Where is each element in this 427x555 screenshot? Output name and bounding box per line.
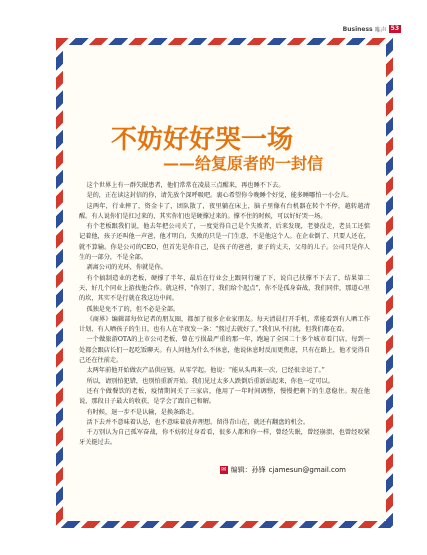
letter-paper: [63, 45, 386, 521]
article-body: [79, 181, 370, 449]
editor-credit: [220, 465, 346, 475]
paragraph: 有个老板跟我们说，他去年把公司关了，一度觉得自己是个失败者，后来发现，老婆没走，老员工还惦记着他，孩子还叫他一声爸，他才明白，失败的只是一门生意，不是他这个人。在企业倒了、只要人还在，就不算输。你是公司的CEO，但首先是你自己，是孩子的爸爸，妻子的丈夫，父母的儿子。公司只是你人生的一部分，不是全部。: [79, 223, 370, 262]
editor-email[interactable]: cjamesun@gmail.com: [268, 466, 346, 474]
paragraph: 孤独是免不了的，但不必是全部。: [86, 305, 180, 313]
paragraph: 是的，正在读这封信的你，请先放个深呼吸吧。裹心希望你今晚睡个好觉，能多睡哪怕一小会儿。: [86, 192, 353, 200]
article-title: 不妨好好哭一场: [111, 125, 294, 155]
paragraph: 活下去并不意味着认怂，也不意味着放弃理想。留得青山在，就还有翻盘的机会。: [86, 418, 310, 426]
article-subtitle: ——给复原者的一封信: [163, 154, 324, 173]
paragraph: 一个做旅游OTA的上市公司老板，曾在亏损最严重的那一年，跑遍了全国二十多个城市看门店，每到一处都会跟店长们一起吃饭聊天。有人问他为什么不休息，他说休息时反而更焦虑，只有在路上，他才觉得自己还在往前走。: [79, 336, 370, 365]
paragraph: 这两年，行业摔了，资金卡了，团队散了，夜里躺在床上，脑子里像有台机器在转个不停，越转越清醒。有人说你们是扛过来的，其实你们也是硬撑过来的。撑不住的时候，可以好好哭一场。: [79, 202, 370, 220]
section-name: 唯声: [374, 26, 387, 34]
paragraph: 千万别认为自己孤军奋战，你不妨转过身看看，很多人都和你一样，曾经失眠，曾经崩溃，也曾经咬紧牙关挺过去。: [79, 429, 370, 447]
page-number: 53: [390, 25, 399, 32]
paragraph: 有时候，退一步不是认输，是换条路走。: [86, 408, 198, 416]
paragraph: 所以，请别怕犯错，也别怕重新开始。我们见过太多人跌倒后重新站起来，你也一定可以。: [86, 377, 334, 385]
paragraph: 太两年前他开始做农产品供应链，从零学起，他说：“能从头再来一次，已经很幸运了。”: [86, 367, 325, 375]
paragraph: 有个搞制造业的老板，硬撑了半年，最后在行业会上跟同行碰了下，说自己扶撑不下去了，结果第二天，好几个同业上游找他合作。就这样，“你别了，我们给个起点”，你不是孤身奋战，我们同伴，那道心里的坎，其实不是行就在我这边中间。: [79, 274, 370, 303]
editor-label: 编辑：孙锋: [230, 466, 266, 474]
mail-icon: ✉: [221, 466, 227, 473]
page-header: [343, 24, 401, 34]
paragraph: 《商界》编辑部每位记者的朋友圈，都加了很多企业家朋友。每天清晨打开手机，常能看到有人晒工作计划、有人晒孩子的生日，也有人在半夜发一条：“熬过去就好了。”我们从不打扰，但我们都在看。: [79, 315, 370, 334]
paragraph: 这个世界上有一群失眠患者，他们常常在凌晨三点醒来，再也睡不下去。: [86, 182, 285, 189]
paragraph: 剥离公司的光环，你就是你。: [86, 264, 167, 272]
magazine-name: Business: [342, 25, 373, 33]
paragraph: 还有个做餐饮的老板，疫情期间关了三家店，他用了一年时间调整，慢慢把剩下的生意稳住。现在他说，那段日子最大的收获，是学会了跟自己和解。: [79, 387, 370, 406]
airmail-envelope-border: [56, 38, 393, 528]
